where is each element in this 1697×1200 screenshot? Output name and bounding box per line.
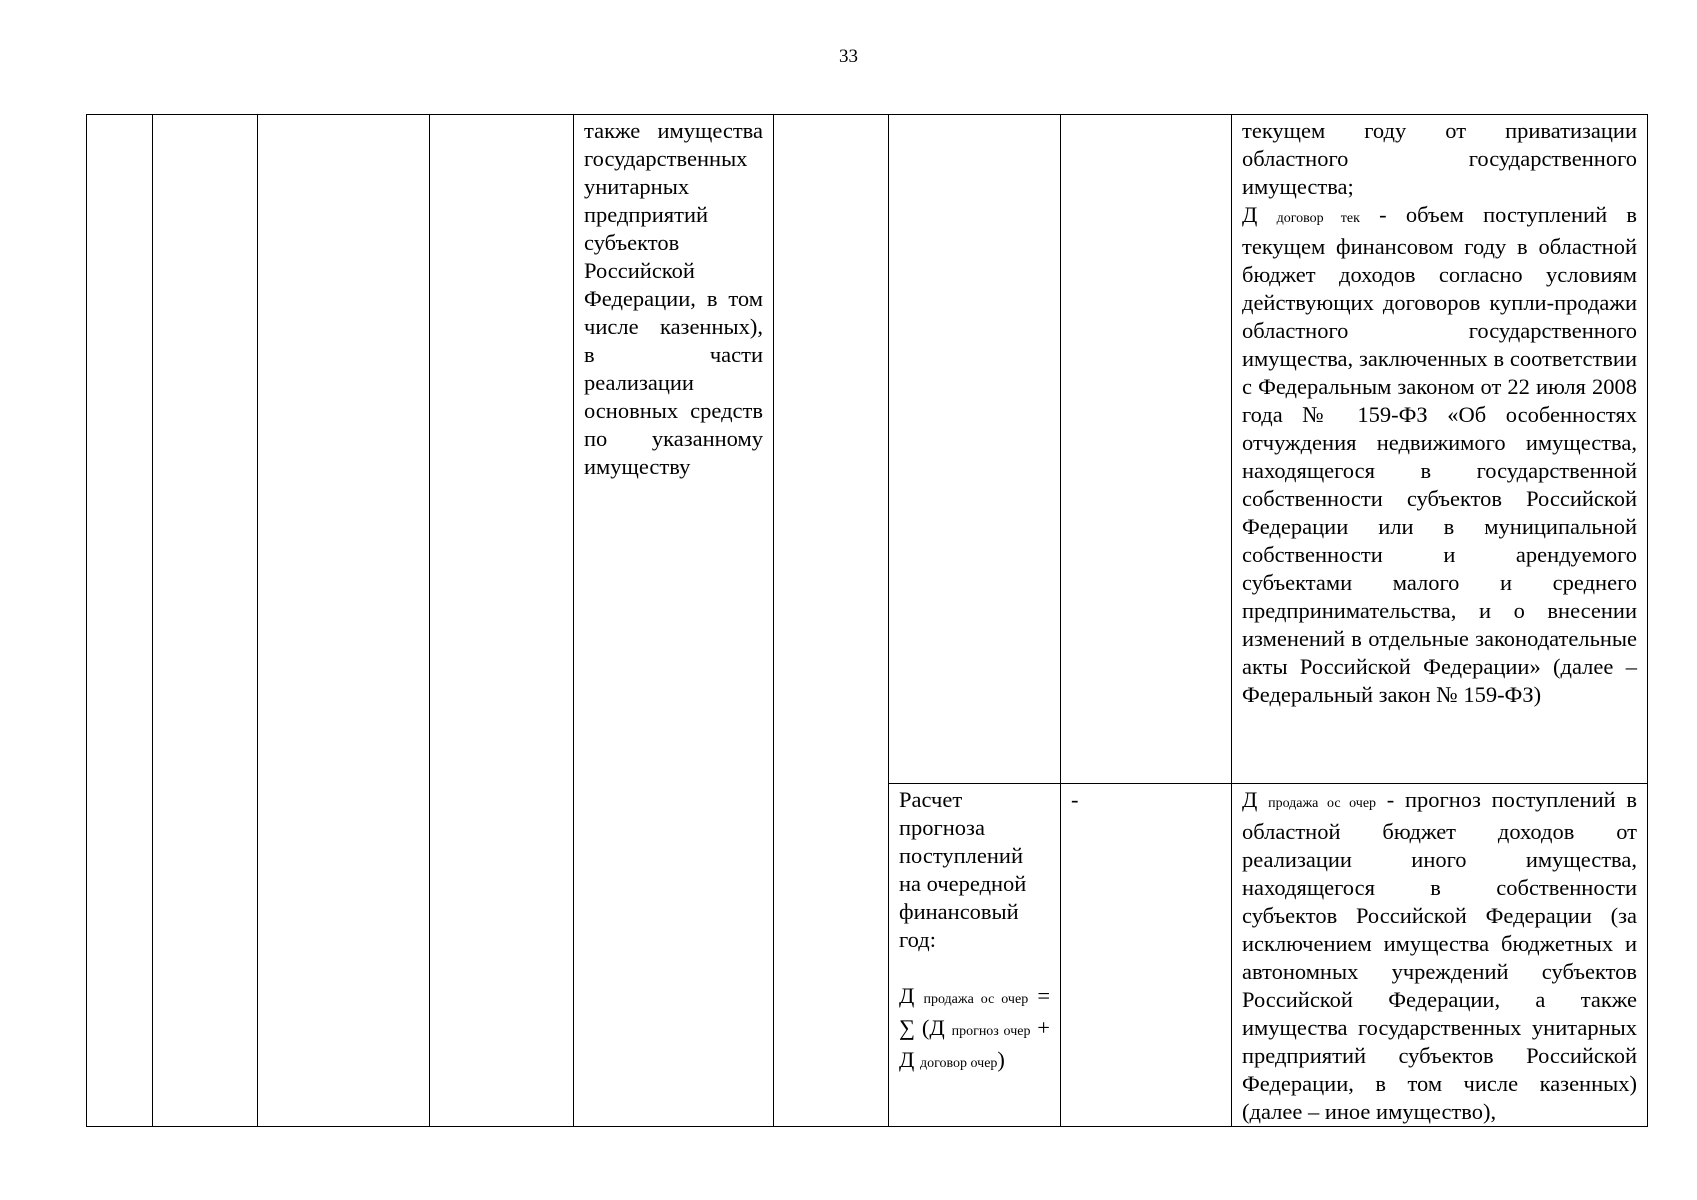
revenue-forecast-table xyxy=(86,114,1648,1127)
symbol-d-prodazha: Д xyxy=(1242,787,1258,812)
cell-col6 xyxy=(774,115,889,1127)
detail-row1-text: - объем поступлений в текущем финансовом году в областной бюджет доходов согласно условиям действующих договоров купли-продажи областного государственного имущества, заключенных в соответствии с Федеральным законом от 22 июля 2008 года № 159-ФЗ «Об особенностях отчуждения недвижимого имущества, находящегося в государственной собственности субъектов Российской Федерации или в муниципальной собственности и арендуемого субъектами малого и среднего предпринимательства, и о внесении изменений в отдельные законодательные акты Российской Федерации» (далее – Федеральный закон № 159-ФЗ) xyxy=(1242,202,1638,707)
income-description-text: также имущества государственных унитарных предприятий субъектов Российской Федерации, в том числе казенных), в части реализации основных средств по указанному имуществу xyxy=(584,118,763,479)
forecast-formula xyxy=(899,982,1050,1078)
cell-col2 xyxy=(153,115,258,1127)
cell-col4 xyxy=(430,115,574,1127)
cell-method-row1 xyxy=(889,115,1061,784)
method-description: Расчет прогноза поступлений на очередной финансовый год: xyxy=(899,787,1027,952)
formula-lhs: Д xyxy=(899,983,915,1008)
formula-close: ) xyxy=(997,1047,1005,1072)
symbol-d-dogovor-tek: Д xyxy=(1242,202,1258,227)
cell-method-row2 xyxy=(889,784,1061,1127)
cell-detail-row2 xyxy=(1232,784,1648,1127)
formula-lhs-subscript: продажа ос очер xyxy=(923,992,1029,1007)
cell-col1 xyxy=(87,115,153,1127)
detail-row1-intro: текущем году от приватизации областного государственного имущества; xyxy=(1242,118,1637,199)
cell-col3 xyxy=(258,115,430,1127)
cell-income-description xyxy=(574,115,774,1127)
cell-param-row2 xyxy=(1061,784,1232,1127)
cell-param-row1 xyxy=(1061,115,1232,784)
page-number: 33 xyxy=(839,46,858,67)
detail-row2-text: - прогноз поступлений в областной бюджет доходов от реализации иного имущества, находящегося в собственности субъектов Российской Федерации (за исключением имущества бюджетных и автономных учреждений субъектов Российской Федерации, а также имущества государственных унитарных предприятий субъектов Российской Федерации, в том числе казенных) (далее – иное имущество), xyxy=(1242,787,1637,1124)
formula-sum: = ∑ (Д xyxy=(899,983,1051,1040)
symbol-subscript: договор тек xyxy=(1276,211,1360,226)
formula-term2-subscript: договор очер xyxy=(919,1056,998,1071)
formula-term1-subscript: прогноз очер xyxy=(951,1024,1031,1039)
formula-plus: + Д xyxy=(899,1015,1050,1072)
dash-value: - xyxy=(1071,787,1079,812)
cell-detail-row1 xyxy=(1232,115,1648,784)
symbol-subscript-2: продажа ос очер xyxy=(1268,796,1377,811)
